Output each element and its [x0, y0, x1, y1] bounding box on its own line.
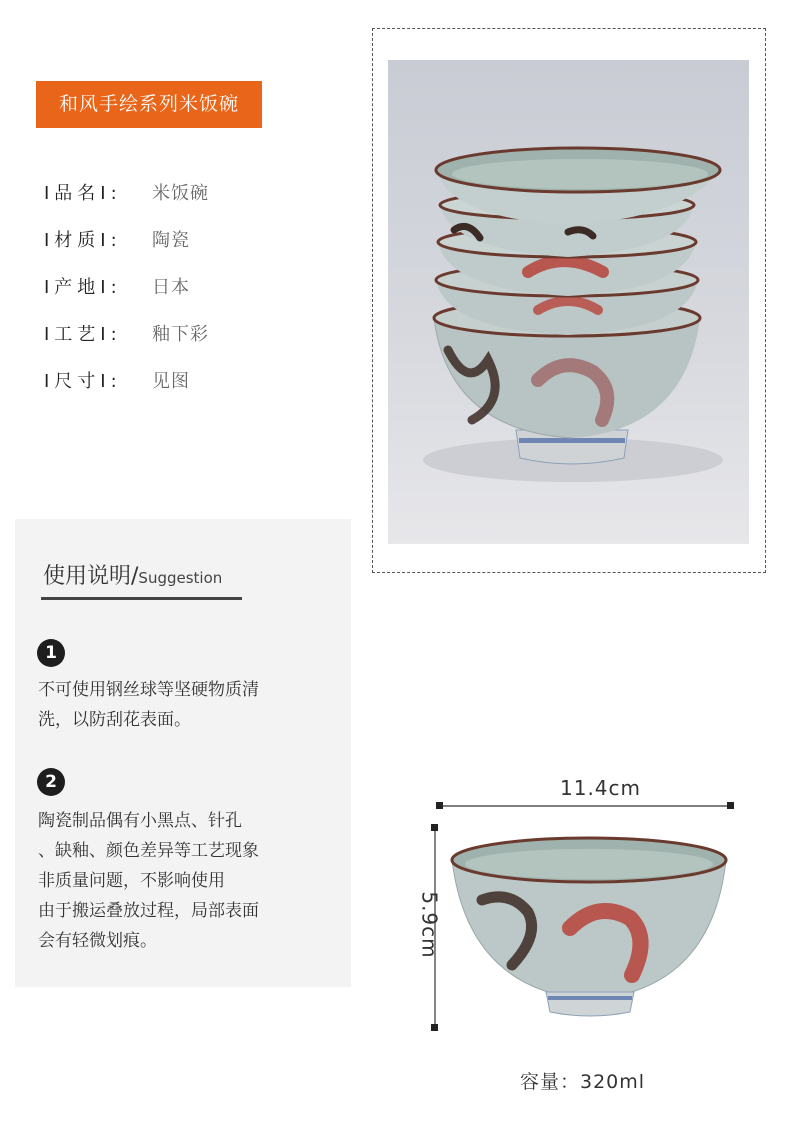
height-label: 5.9cm — [417, 891, 442, 959]
spec-value: 米饭碗 — [152, 182, 209, 204]
usage-line: 非质量问题，不影响使用 — [38, 871, 225, 891]
product-title: 和风手绘系列米饭碗 — [58, 93, 239, 115]
spec-row-origin — [44, 262, 209, 309]
spec-list — [44, 168, 209, 403]
height-dimension-endpoint — [431, 1024, 438, 1031]
spec-label: I产地I: — [44, 276, 122, 298]
height-dimension-endpoint — [431, 824, 438, 831]
capacity-label: 容量：320ml — [520, 1071, 646, 1093]
spec-value: 陶瓷 — [152, 229, 190, 251]
spec-row-craft — [44, 309, 209, 356]
spec-label: I材质I: — [44, 229, 122, 251]
spec-row-size — [44, 356, 209, 403]
width-dimension-endpoint — [727, 802, 734, 809]
usage-number-badge: 2 — [37, 768, 65, 796]
spec-value: 日本 — [152, 276, 190, 298]
usage-title — [43, 559, 222, 590]
usage-line: 洗，以防刮花表面。 — [38, 710, 191, 730]
stacked-bowls-photo — [388, 60, 749, 544]
usage-title-cn: 使用说明/ — [43, 564, 139, 589]
usage-number-badge: 1 — [37, 639, 65, 667]
usage-title-underline — [41, 597, 242, 600]
spec-label: I工艺I: — [44, 323, 122, 345]
usage-title-en: Suggestion — [138, 569, 223, 587]
dimension-diagram — [417, 760, 770, 1050]
spec-row-material — [44, 215, 209, 262]
usage-line: 不可使用钢丝球等坚硬物质清 — [38, 680, 259, 700]
usage-item-1 — [38, 675, 338, 735]
product-title-badge — [36, 81, 262, 128]
usage-item-2 — [38, 806, 338, 956]
bowl-dimension-illustration — [417, 760, 770, 1050]
spec-label: I尺寸I: — [44, 370, 122, 392]
spec-row-name — [44, 168, 209, 215]
usage-line: 由于搬运叠放过程，局部表面 — [38, 901, 259, 921]
usage-line: 会有轻微划痕。 — [38, 931, 157, 951]
stacked-bowls-illustration — [388, 60, 749, 544]
usage-line: 、缺釉、颜色差异等工艺现象 — [38, 841, 259, 861]
spec-value: 见图 — [152, 370, 190, 392]
spec-value: 釉下彩 — [152, 323, 209, 345]
width-label: 11.4cm — [560, 776, 642, 800]
usage-line: 陶瓷制品偶有小黑点、针孔 — [38, 811, 242, 831]
spec-label: I品名I: — [44, 182, 122, 204]
width-dimension-endpoint — [436, 802, 443, 809]
usage-panel — [15, 519, 351, 987]
